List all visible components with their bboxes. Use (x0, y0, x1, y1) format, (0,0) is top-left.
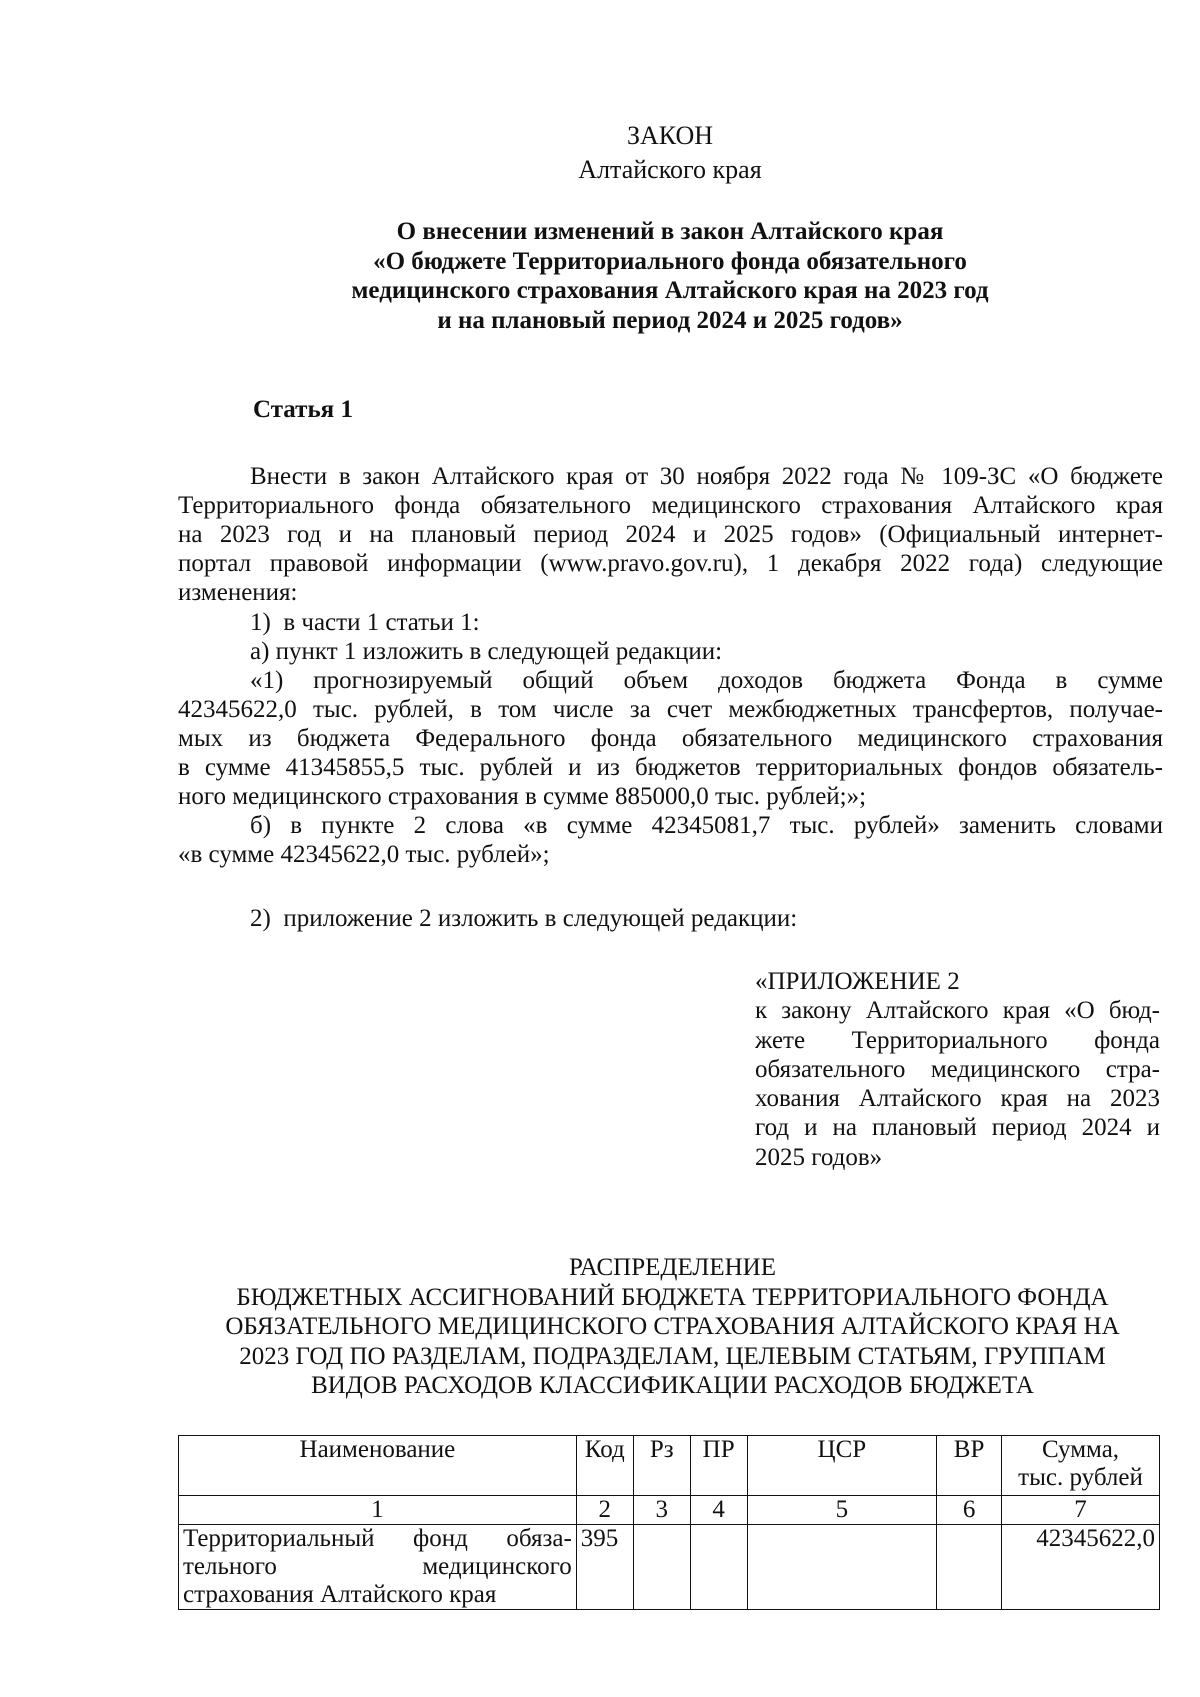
item-1a-text-line: в сумме 41345855,5 тыс. рублей и из бюджетов территориальных фондов обязатель- (178, 754, 1163, 781)
appendix-line: к закону Алтайского края «О бюд- (755, 997, 1160, 1025)
distribution-line: 2023 ГОД ПО РАЗДЕЛАМ, ПОДРАЗДЕЛАМ, ЦЕЛЕВЫМ СТАТЬЯМ, ГРУППАМ (239, 1342, 1106, 1370)
header-pr: ПР (690, 1436, 747, 1496)
table-row (179, 1525, 1160, 1610)
item-1a: а) пункт 1 изложить в следующей редакции: (250, 638, 723, 665)
table-header-row (179, 1436, 1160, 1496)
distribution-line: ОБЯЗАТЕЛЬНОГО МЕДИЦИНСКОГО СТРАХОВАНИЯ АЛТАЙСКОГО КРАЯ НА (225, 1313, 1120, 1340)
law-subtitle: Алтайского края (578, 155, 762, 184)
row-vr (937, 1525, 1002, 1610)
row-name-line: тельного медицинского (183, 1553, 572, 1580)
item-1: 1) в части 1 статьи 1: (250, 609, 480, 636)
header-sum-unit: тыс. рублей (1018, 1464, 1143, 1491)
heading-line: «О бюджете Территориального фонда обязательного (373, 247, 967, 275)
heading-line: медицинского страхования Алтайского края на 2023 год (351, 277, 989, 304)
appendix-line: «ПРИЛОЖЕНИЕ 2 (755, 968, 960, 995)
col-number: 4 (690, 1496, 747, 1525)
table-number-row (179, 1496, 1160, 1525)
distribution-line: БЮДЖЕТНЫХ АССИГНОВАНИЙ БЮДЖЕТА ТЕРРИТОРИАЛЬНОГО ФОНДА (236, 1283, 1109, 1311)
appendix-line: жете Территориального фонда (755, 1026, 1160, 1054)
appendix-block (755, 967, 1160, 1172)
appendix-line: хования Алтайского края на 2023 (755, 1085, 1160, 1113)
header-sum-line: Сумма, (1042, 1436, 1120, 1463)
row-name-line: Территориальный фонд обяза- (183, 1525, 572, 1552)
header-rz: Рз (633, 1436, 690, 1496)
item-2: 2) приложение 2 изложить в следующей редакции: (250, 905, 798, 932)
row-code: 395 (576, 1525, 633, 1610)
row-rz (633, 1525, 690, 1610)
appendix-line: обязательного медицинского стра- (755, 1055, 1160, 1083)
header-code: Код (576, 1436, 633, 1496)
header-vr: ВР (937, 1436, 1002, 1496)
intro-line: Внести в закон Алтайского края от 30 ноября 2022 года № 109-ЗС «О бюджете (250, 463, 1163, 490)
distribution-line: ВИДОВ РАСХОДОВ КЛАССИФИКАЦИИ РАСХОДОВ БЮДЖЕТА (311, 1372, 1034, 1399)
item-1a-text-line: ного медицинского страхования в сумме 885000,0 тыс. рублей;»; (178, 783, 867, 810)
intro-line: на 2023 год и на плановый период 2024 и 2025 годов» (Официальный интернет- (178, 521, 1163, 548)
row-pr (690, 1525, 747, 1610)
appendix-line: год и на плановый период 2024 и (755, 1114, 1160, 1142)
law-heading (260, 217, 1080, 335)
item-1a-text-line: 42345622,0 тыс. рублей, в том числе за счет межбюджетных трансфертов, получае- (178, 696, 1163, 723)
item-1a-text-line: «1) прогнозируемый общий объем доходов бюджета Фонда в сумме (250, 667, 1163, 694)
intro-line: Территориального фонда обязательного медицинского страхования Алтайского края (178, 492, 1163, 519)
col-number: 2 (576, 1496, 633, 1525)
row-name (179, 1525, 577, 1610)
col-number: 6 (937, 1496, 1002, 1525)
col-number: 7 (1002, 1496, 1160, 1525)
article-title: Статья 1 (253, 396, 353, 423)
item-1b-line: б) в пункте 2 слова «в сумме 42345081,7 тыс. рублей» заменить словами (250, 812, 1163, 839)
item-1a-text-line: мых из бюджета Федерального фонда обязательного медицинского страхования (178, 725, 1163, 752)
row-csr (747, 1525, 937, 1610)
col-number: 3 (633, 1496, 690, 1525)
header-name: Наименование (179, 1436, 577, 1496)
budget-table (178, 1435, 1160, 1610)
col-number: 1 (179, 1496, 577, 1525)
heading-line: О внесении изменений в закон Алтайского края (396, 218, 944, 245)
intro-line: портал правовой информации (www.pravo.gov.ru), 1 декабря 2022 года) следующие (178, 550, 1163, 577)
law-title: ЗАКОН (626, 121, 714, 150)
distribution-line: РАСПРЕДЕЛЕНИЕ (568, 1254, 777, 1281)
heading-line: и на плановый период 2024 и 2025 годов» (437, 306, 903, 334)
header-csr: ЦСР (747, 1436, 937, 1496)
row-name-line: страхования Алтайского края (183, 1581, 497, 1608)
appendix-line: 2025 годов» (755, 1143, 883, 1171)
header-sum (1002, 1436, 1160, 1496)
col-number: 5 (747, 1496, 937, 1525)
item-1b-line: «в сумме 42345622,0 тыс. рублей»; (178, 841, 550, 868)
intro-line: изменения: (178, 579, 298, 606)
row-sum: 42345622,0 (1002, 1525, 1160, 1610)
distribution-title (180, 1253, 1165, 1401)
